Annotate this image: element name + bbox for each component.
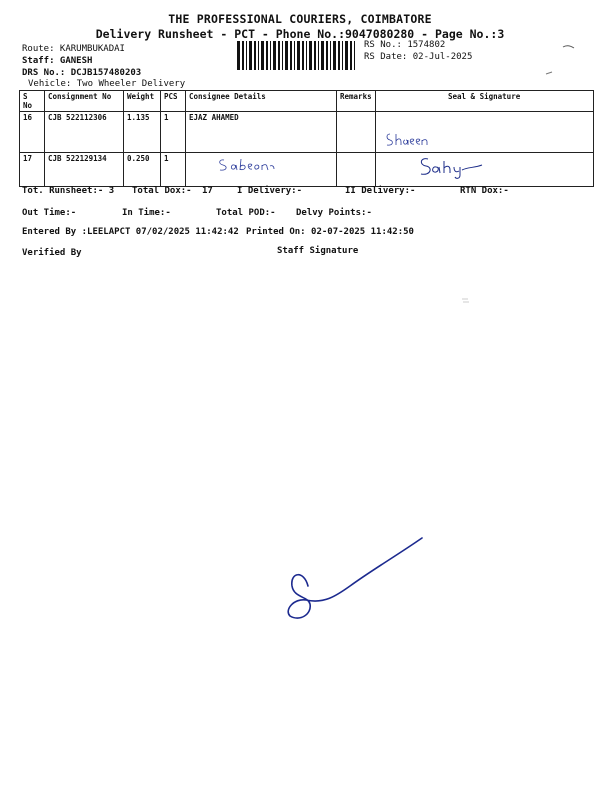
barcode-bar bbox=[258, 41, 259, 70]
row-consignment: CJB 522129134 bbox=[45, 153, 124, 187]
col-pcs: PCS bbox=[161, 91, 186, 112]
staff-label: Staff: GANESH bbox=[22, 56, 93, 66]
barcode-bar bbox=[326, 41, 328, 70]
barcode-bar bbox=[297, 41, 300, 70]
barcode-bar bbox=[342, 41, 343, 70]
barcode-bar bbox=[254, 41, 256, 70]
barcode-bar bbox=[266, 41, 268, 70]
out-time: Out Time:- bbox=[22, 208, 77, 218]
handwritten-signature bbox=[384, 130, 444, 152]
col-weight: Weight bbox=[124, 91, 161, 112]
row-weight: 1.135 bbox=[124, 112, 161, 153]
col-consignment: Consignment No bbox=[45, 91, 124, 112]
barcode-bar bbox=[306, 41, 307, 70]
ii-delivery: II Delivery:- bbox=[345, 186, 416, 196]
barcode-bar bbox=[294, 41, 295, 70]
table-row bbox=[20, 153, 594, 187]
barcode-bar bbox=[270, 41, 271, 70]
row-weight: 0.250 bbox=[124, 153, 161, 187]
row-consignee bbox=[186, 153, 337, 187]
drs-number: DRS No.: DCJB157480203 bbox=[22, 68, 142, 78]
barcode-bar bbox=[330, 41, 331, 70]
company-title: THE PROFESSIONAL COURIERS, COIMBATORE bbox=[168, 12, 432, 26]
barcode-bar bbox=[273, 41, 276, 70]
col-consignee: Consignee Details bbox=[186, 91, 337, 112]
barcode-bar bbox=[246, 41, 247, 70]
delvy-points: Delvy Points:- bbox=[296, 208, 372, 218]
runsheet-table bbox=[19, 90, 594, 187]
stray-mark bbox=[460, 296, 472, 306]
barcode-bar bbox=[242, 41, 244, 70]
verified-by: Verified By bbox=[22, 248, 82, 258]
barcode-bar bbox=[350, 41, 352, 70]
barcode-bar bbox=[321, 41, 324, 70]
row-consignment: CJB 522112306 bbox=[45, 112, 124, 153]
total-dox-label: Total Dox:- bbox=[132, 186, 192, 196]
barcode-bar bbox=[290, 41, 292, 70]
barcode-bar bbox=[282, 41, 283, 70]
barcode-bar bbox=[278, 41, 280, 70]
handwritten-name bbox=[216, 155, 286, 177]
col-sno: S No bbox=[20, 91, 45, 112]
barcode-bar bbox=[314, 41, 316, 70]
row-sno: 17 bbox=[20, 153, 45, 187]
row-pcs: 1 bbox=[161, 112, 186, 153]
barcode-bar bbox=[309, 41, 312, 70]
barcode-bar bbox=[354, 41, 355, 70]
row-remarks bbox=[337, 112, 376, 153]
rtn-dox: RTN Dox:- bbox=[460, 186, 509, 196]
barcode-bar bbox=[285, 41, 288, 70]
barcode-bar bbox=[318, 41, 319, 70]
barcode-image bbox=[237, 41, 357, 70]
stray-mark bbox=[562, 44, 576, 50]
total-pod: Total POD:- bbox=[216, 208, 276, 218]
col-seal-signature: Seal & Signature bbox=[375, 91, 593, 112]
i-delivery: I Delivery:- bbox=[237, 186, 303, 196]
row-pcs: 1 bbox=[161, 153, 186, 187]
printed-on: Printed On: 02-07-2025 11:42:50 bbox=[246, 227, 414, 237]
entered-by: Entered By :LEELAPCT 07/02/2025 11:42:42 bbox=[22, 227, 239, 237]
barcode-bar bbox=[333, 41, 336, 70]
total-dox-value: 17 bbox=[202, 186, 213, 196]
vehicle-label: Vehicle: Two Wheeler Delivery bbox=[28, 79, 186, 89]
col-remarks: Remarks bbox=[337, 91, 376, 112]
in-time: In Time:- bbox=[122, 208, 171, 218]
barcode-bar bbox=[249, 41, 252, 70]
row-sno: 16 bbox=[20, 112, 45, 153]
rs-number: RS No.: 1574802 bbox=[364, 40, 446, 50]
tot-runsheet: Tot. Runsheet:- 3 bbox=[22, 186, 115, 196]
barcode-bar bbox=[338, 41, 340, 70]
barcode-bar bbox=[237, 41, 240, 70]
row-remarks bbox=[337, 153, 376, 187]
barcode-bar bbox=[302, 41, 304, 70]
runsheet-subtitle: Delivery Runsheet - PCT - Phone No.:9047080280 - Page No.:3 bbox=[95, 27, 505, 41]
table-row bbox=[20, 112, 594, 153]
staff-signature-label: Staff Signature bbox=[277, 246, 359, 256]
barcode-bar bbox=[261, 41, 264, 70]
table-header-row bbox=[20, 91, 594, 112]
handwritten-signature bbox=[416, 155, 496, 181]
row-seal-signature bbox=[375, 153, 593, 187]
staff-signature-scribble bbox=[280, 534, 430, 629]
row-seal-signature bbox=[375, 112, 593, 153]
rs-date: RS Date: 02-Jul-2025 bbox=[364, 52, 473, 62]
stray-mark bbox=[545, 70, 555, 76]
row-consignee: EJAZ AHAMED bbox=[186, 112, 337, 153]
barcode-bar bbox=[345, 41, 348, 70]
route-label: Route: KARUMBUKADAI bbox=[22, 44, 125, 54]
